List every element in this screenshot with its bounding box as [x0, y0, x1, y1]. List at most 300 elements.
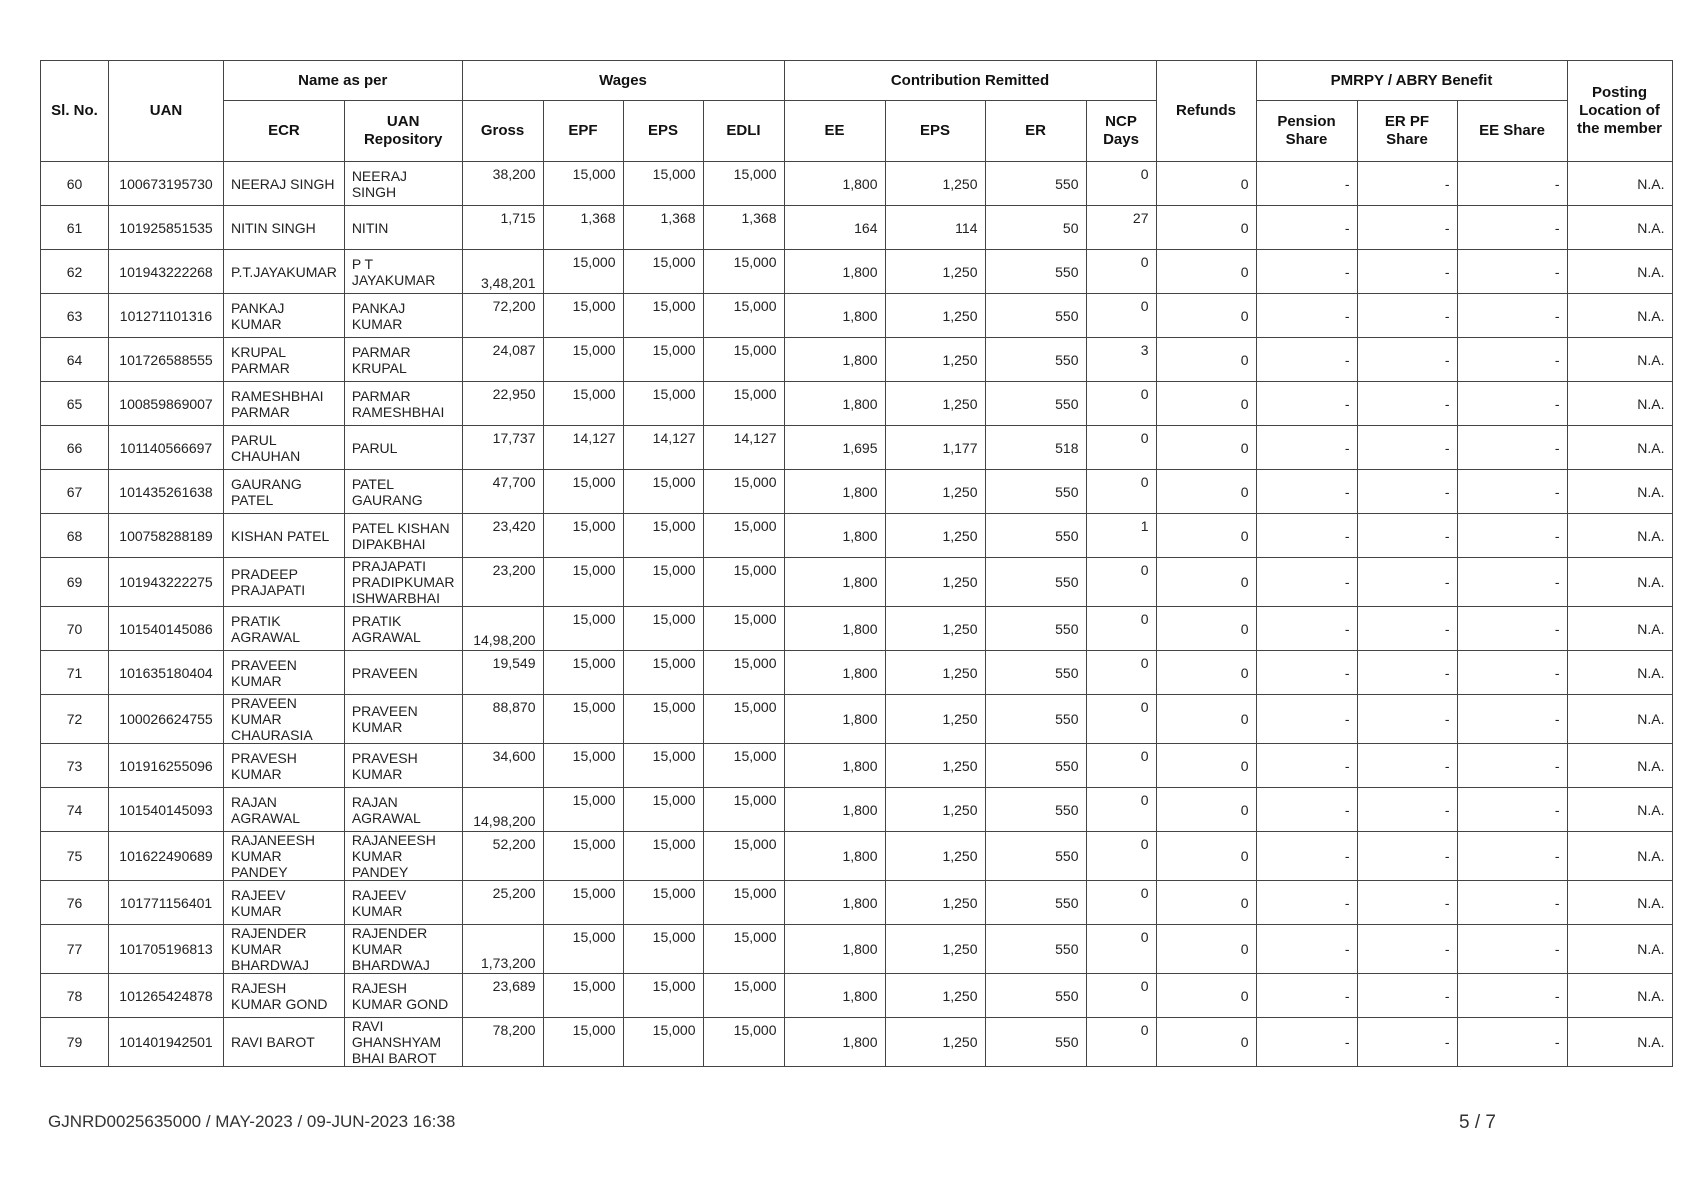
ecr-name-cell: RAJANEESH KUMAR PANDEY [224, 832, 345, 881]
pension-share-cell: - [1256, 925, 1357, 974]
er-contribution-cell: 518 [985, 426, 1086, 470]
ee-share-cell: - [1457, 338, 1567, 382]
refunds-cell: 0 [1156, 788, 1256, 832]
ee-contribution-cell: 1,800 [784, 744, 885, 788]
gross-wages-cell: 47,700 [462, 470, 543, 514]
uan-cell: 101635180404 [109, 651, 224, 695]
eps-wages-cell: 1,368 [623, 206, 703, 250]
header-ncp-days: NCP Days [1086, 101, 1156, 162]
pension-share-cell: - [1256, 881, 1357, 925]
sl-no-cell: 63 [41, 294, 109, 338]
ncp-days-cell: 0 [1086, 470, 1156, 514]
ee-share-cell: - [1457, 206, 1567, 250]
pension-share-cell: - [1256, 744, 1357, 788]
uan-repository-name-cell: RAJESH KUMAR GOND [344, 974, 462, 1018]
er-contribution-cell: 550 [985, 382, 1086, 426]
ecr-name-cell: RAJENDER KUMAR BHARDWAJ [224, 925, 345, 974]
epf-wages-cell: 15,000 [543, 250, 623, 294]
table-row [41, 925, 1673, 974]
epf-wages-cell: 15,000 [543, 925, 623, 974]
refunds-cell: 0 [1156, 558, 1256, 607]
posting-location-cell: N.A. [1567, 607, 1672, 651]
sl-no-cell: 62 [41, 250, 109, 294]
sl-no-cell: 65 [41, 382, 109, 426]
ncp-days-cell: 0 [1086, 974, 1156, 1018]
er-contribution-cell: 550 [985, 294, 1086, 338]
sl-no-cell: 77 [41, 925, 109, 974]
pension-share-cell: - [1256, 695, 1357, 744]
ee-contribution-cell: 1,695 [784, 426, 885, 470]
pension-share-cell: - [1256, 250, 1357, 294]
uan-repository-name-cell: PRAVEEN KUMAR [344, 695, 462, 744]
er-contribution-cell: 550 [985, 744, 1086, 788]
posting-location-cell: N.A. [1567, 881, 1672, 925]
table-row [41, 607, 1673, 651]
posting-location-cell: N.A. [1567, 382, 1672, 426]
ee-share-cell: - [1457, 250, 1567, 294]
gross-wages-cell: 19,549 [462, 651, 543, 695]
ee-contribution-cell: 1,800 [784, 925, 885, 974]
uan-cell: 101925851535 [109, 206, 224, 250]
footer-reference: GJNRD0025635000 / MAY-2023 / 09-JUN-2023 16:38 [48, 1112, 456, 1131]
ee-share-cell: - [1457, 832, 1567, 881]
uan-cell: 101265424878 [109, 974, 224, 1018]
edli-wages-cell: 15,000 [703, 832, 784, 881]
ee-share-cell: - [1457, 514, 1567, 558]
sl-no-cell: 66 [41, 426, 109, 470]
eps-contribution-cell: 1,250 [885, 514, 985, 558]
ee-contribution-cell: 1,800 [784, 294, 885, 338]
gross-wages-cell: 88,870 [462, 695, 543, 744]
ecr-name-cell: RAJAN AGRAWAL [224, 788, 345, 832]
table-row [41, 695, 1673, 744]
eps-wages-cell: 14,127 [623, 426, 703, 470]
epf-wages-cell: 15,000 [543, 832, 623, 881]
uan-cell: 101540145093 [109, 788, 224, 832]
ee-share-cell: - [1457, 695, 1567, 744]
edli-wages-cell: 15,000 [703, 514, 784, 558]
er-pf-share-cell: - [1357, 382, 1457, 426]
gross-wages-cell: 38,200 [462, 162, 543, 206]
ncp-days-cell: 0 [1086, 744, 1156, 788]
gross-wages-cell: 25,200 [462, 881, 543, 925]
posting-location-cell: N.A. [1567, 788, 1672, 832]
eps-wages-cell: 15,000 [623, 925, 703, 974]
uan-cell: 101943222275 [109, 558, 224, 607]
posting-location-cell: N.A. [1567, 250, 1672, 294]
refunds-cell: 0 [1156, 514, 1256, 558]
er-pf-share-cell: - [1357, 651, 1457, 695]
table-row [41, 426, 1673, 470]
ncp-days-cell: 0 [1086, 832, 1156, 881]
ecr-name-cell: RAJESH KUMAR GOND [224, 974, 345, 1018]
ee-share-cell: - [1457, 788, 1567, 832]
er-contribution-cell: 550 [985, 925, 1086, 974]
er-contribution-cell: 550 [985, 250, 1086, 294]
refunds-cell: 0 [1156, 925, 1256, 974]
eps-contribution-cell: 114 [885, 206, 985, 250]
edli-wages-cell: 15,000 [703, 881, 784, 925]
edli-wages-cell: 15,000 [703, 744, 784, 788]
gross-wages-cell: 23,200 [462, 558, 543, 607]
refunds-cell: 0 [1156, 651, 1256, 695]
eps-wages-cell: 15,000 [623, 1018, 703, 1067]
gross-wages-cell: 22,950 [462, 382, 543, 426]
uan-repository-name-cell: RAJANEESH KUMAR PANDEY [344, 832, 462, 881]
uan-cell: 101622490689 [109, 832, 224, 881]
sl-no-cell: 73 [41, 744, 109, 788]
sl-no-cell: 76 [41, 881, 109, 925]
eps-contribution-cell: 1,250 [885, 695, 985, 744]
header-ecr: ECR [224, 101, 345, 162]
ee-contribution-cell: 1,800 [784, 1018, 885, 1067]
table-row [41, 514, 1673, 558]
er-pf-share-cell: - [1357, 294, 1457, 338]
epf-wages-cell: 15,000 [543, 695, 623, 744]
eps-wages-cell: 15,000 [623, 788, 703, 832]
er-contribution-cell: 550 [985, 832, 1086, 881]
refunds-cell: 0 [1156, 832, 1256, 881]
edli-wages-cell: 15,000 [703, 294, 784, 338]
posting-location-cell: N.A. [1567, 206, 1672, 250]
uan-cell: 101771156401 [109, 881, 224, 925]
ncp-days-cell: 0 [1086, 382, 1156, 426]
uan-cell: 100859869007 [109, 382, 224, 426]
ecr-name-cell: P.T.JAYAKUMAR [224, 250, 345, 294]
eps-wages-cell: 15,000 [623, 338, 703, 382]
er-pf-share-cell: - [1357, 470, 1457, 514]
pension-share-cell: - [1256, 974, 1357, 1018]
table-row [41, 788, 1673, 832]
sl-no-cell: 64 [41, 338, 109, 382]
ncp-days-cell: 0 [1086, 695, 1156, 744]
table-row [41, 206, 1673, 250]
ee-share-cell: - [1457, 1018, 1567, 1067]
epf-wages-cell: 15,000 [543, 1018, 623, 1067]
gross-wages-cell: 78,200 [462, 1018, 543, 1067]
uan-repository-name-cell: PANKAJ KUMAR [344, 294, 462, 338]
edli-wages-cell: 15,000 [703, 651, 784, 695]
er-pf-share-cell: - [1357, 338, 1457, 382]
eps-contribution-cell: 1,250 [885, 470, 985, 514]
refunds-cell: 0 [1156, 695, 1256, 744]
refunds-cell: 0 [1156, 974, 1256, 1018]
header-edli: EDLI [703, 101, 784, 162]
er-pf-share-cell: - [1357, 558, 1457, 607]
ncp-days-cell: 0 [1086, 651, 1156, 695]
table-row [41, 832, 1673, 881]
uan-cell: 101705196813 [109, 925, 224, 974]
pension-share-cell: - [1256, 206, 1357, 250]
eps-wages-cell: 15,000 [623, 695, 703, 744]
posting-location-cell: N.A. [1567, 470, 1672, 514]
ncp-days-cell: 0 [1086, 925, 1156, 974]
edli-wages-cell: 15,000 [703, 788, 784, 832]
ecr-name-cell: KRUPAL PARMAR [224, 338, 345, 382]
epf-wages-cell: 15,000 [543, 651, 623, 695]
table-row [41, 1018, 1673, 1067]
ecr-contribution-table [40, 60, 1673, 1067]
pension-share-cell: - [1256, 162, 1357, 206]
er-pf-share-cell: - [1357, 206, 1457, 250]
uan-cell: 100026624755 [109, 695, 224, 744]
uan-cell: 101435261638 [109, 470, 224, 514]
refunds-cell: 0 [1156, 607, 1256, 651]
gross-wages-cell: 52,200 [462, 832, 543, 881]
uan-cell: 101540145086 [109, 607, 224, 651]
refunds-cell: 0 [1156, 1018, 1256, 1067]
eps-wages-cell: 15,000 [623, 162, 703, 206]
refunds-cell: 0 [1156, 881, 1256, 925]
ncp-days-cell: 1 [1086, 514, 1156, 558]
er-pf-share-cell: - [1357, 426, 1457, 470]
posting-location-cell: N.A. [1567, 294, 1672, 338]
posting-location-cell: N.A. [1567, 426, 1672, 470]
er-contribution-cell: 550 [985, 470, 1086, 514]
uan-repository-name-cell: PATEL GAURANG [344, 470, 462, 514]
uan-repository-name-cell: RAJEEV KUMAR [344, 881, 462, 925]
sl-no-cell: 75 [41, 832, 109, 881]
posting-location-cell: N.A. [1567, 338, 1672, 382]
eps-contribution-cell: 1,250 [885, 250, 985, 294]
epf-wages-cell: 15,000 [543, 558, 623, 607]
gross-wages-cell: 14,98,200 [462, 607, 543, 651]
sl-no-cell: 69 [41, 558, 109, 607]
ee-share-cell: - [1457, 607, 1567, 651]
header-epf: EPF [543, 101, 623, 162]
er-pf-share-cell: - [1357, 744, 1457, 788]
eps-wages-cell: 15,000 [623, 470, 703, 514]
ee-share-cell: - [1457, 162, 1567, 206]
epf-wages-cell: 15,000 [543, 470, 623, 514]
header-posting-location: Posting Location of the member [1567, 61, 1672, 162]
ecr-name-cell: NITIN SINGH [224, 206, 345, 250]
posting-location-cell: N.A. [1567, 925, 1672, 974]
ecr-name-cell: GAURANG PATEL [224, 470, 345, 514]
sl-no-cell: 61 [41, 206, 109, 250]
table-row [41, 338, 1673, 382]
er-contribution-cell: 50 [985, 206, 1086, 250]
edli-wages-cell: 15,000 [703, 695, 784, 744]
ee-contribution-cell: 1,800 [784, 788, 885, 832]
refunds-cell: 0 [1156, 426, 1256, 470]
edli-wages-cell: 15,000 [703, 382, 784, 426]
pension-share-cell: - [1256, 788, 1357, 832]
uan-repository-name-cell: P T JAYAKUMAR [344, 250, 462, 294]
refunds-cell: 0 [1156, 206, 1256, 250]
epf-wages-cell: 1,368 [543, 206, 623, 250]
ee-contribution-cell: 1,800 [784, 558, 885, 607]
er-pf-share-cell: - [1357, 832, 1457, 881]
edli-wages-cell: 15,000 [703, 558, 784, 607]
er-contribution-cell: 550 [985, 695, 1086, 744]
ee-contribution-cell: 1,800 [784, 514, 885, 558]
ee-contribution-cell: 1,800 [784, 162, 885, 206]
table-row [41, 382, 1673, 426]
uan-cell: 101271101316 [109, 294, 224, 338]
er-contribution-cell: 550 [985, 881, 1086, 925]
uan-repository-name-cell: RAJENDER KUMAR BHARDWAJ [344, 925, 462, 974]
refunds-cell: 0 [1156, 470, 1256, 514]
header-wages: Wages [462, 61, 784, 101]
header-uan: UAN [109, 61, 224, 162]
posting-location-cell: N.A. [1567, 514, 1672, 558]
ee-share-cell: - [1457, 651, 1567, 695]
edli-wages-cell: 15,000 [703, 1018, 784, 1067]
ecr-name-cell: RAVI BAROT [224, 1018, 345, 1067]
uan-repository-name-cell: PARMAR KRUPAL [344, 338, 462, 382]
eps-contribution-cell: 1,250 [885, 382, 985, 426]
ee-share-cell: - [1457, 426, 1567, 470]
posting-location-cell: N.A. [1567, 1018, 1672, 1067]
pension-share-cell: - [1256, 294, 1357, 338]
epf-wages-cell: 14,127 [543, 426, 623, 470]
epf-wages-cell: 15,000 [543, 294, 623, 338]
ee-share-cell: - [1457, 744, 1567, 788]
uan-repository-name-cell: PATEL KISHAN DIPAKBHAI [344, 514, 462, 558]
er-pf-share-cell: - [1357, 788, 1457, 832]
gross-wages-cell: 23,689 [462, 974, 543, 1018]
refunds-cell: 0 [1156, 162, 1256, 206]
header-name-as-per: Name as per [224, 61, 463, 101]
ncp-days-cell: 0 [1086, 294, 1156, 338]
er-pf-share-cell: - [1357, 514, 1457, 558]
header-contribution-remitted: Contribution Remitted [784, 61, 1156, 101]
ee-share-cell: - [1457, 558, 1567, 607]
edli-wages-cell: 15,000 [703, 607, 784, 651]
eps-wages-cell: 15,000 [623, 514, 703, 558]
refunds-cell: 0 [1156, 250, 1256, 294]
gross-wages-cell: 72,200 [462, 294, 543, 338]
ecr-name-cell: PARUL CHAUHAN [224, 426, 345, 470]
eps-contribution-cell: 1,250 [885, 651, 985, 695]
eps-contribution-cell: 1,250 [885, 832, 985, 881]
ee-contribution-cell: 164 [784, 206, 885, 250]
pension-share-cell: - [1256, 338, 1357, 382]
ee-contribution-cell: 1,800 [784, 250, 885, 294]
ee-share-cell: - [1457, 925, 1567, 974]
edli-wages-cell: 15,000 [703, 470, 784, 514]
ecr-name-cell: PRAVEEN KUMAR CHAURASIA [224, 695, 345, 744]
er-contribution-cell: 550 [985, 558, 1086, 607]
epf-wages-cell: 15,000 [543, 974, 623, 1018]
refunds-cell: 0 [1156, 294, 1256, 338]
refunds-cell: 0 [1156, 744, 1256, 788]
ee-contribution-cell: 1,800 [784, 382, 885, 426]
ee-share-cell: - [1457, 881, 1567, 925]
pension-share-cell: - [1256, 470, 1357, 514]
edli-wages-cell: 1,368 [703, 206, 784, 250]
edli-wages-cell: 15,000 [703, 162, 784, 206]
ecr-name-cell: PRAVESH KUMAR [224, 744, 345, 788]
er-contribution-cell: 550 [985, 788, 1086, 832]
epf-wages-cell: 15,000 [543, 514, 623, 558]
uan-cell: 101943222268 [109, 250, 224, 294]
uan-repository-name-cell: PRATIK AGRAWAL [344, 607, 462, 651]
er-pf-share-cell: - [1357, 162, 1457, 206]
table-row [41, 881, 1673, 925]
sl-no-cell: 79 [41, 1018, 109, 1067]
ncp-days-cell: 0 [1086, 881, 1156, 925]
posting-location-cell: N.A. [1567, 162, 1672, 206]
ee-contribution-cell: 1,800 [784, 832, 885, 881]
eps-contribution-cell: 1,250 [885, 294, 985, 338]
ee-contribution-cell: 1,800 [784, 651, 885, 695]
eps-contribution-cell: 1,250 [885, 744, 985, 788]
sl-no-cell: 68 [41, 514, 109, 558]
uan-cell: 101726588555 [109, 338, 224, 382]
header-er: ER [985, 101, 1086, 162]
ee-contribution-cell: 1,800 [784, 974, 885, 1018]
header-eps: EPS [623, 101, 703, 162]
table-row [41, 470, 1673, 514]
header-ee: EE [784, 101, 885, 162]
header-sl-no: Sl. No. [41, 61, 109, 162]
er-contribution-cell: 550 [985, 974, 1086, 1018]
sl-no-cell: 72 [41, 695, 109, 744]
er-pf-share-cell: - [1357, 925, 1457, 974]
eps-contribution-cell: 1,250 [885, 974, 985, 1018]
header-uan-repository: UAN Repository [344, 101, 462, 162]
er-contribution-cell: 550 [985, 338, 1086, 382]
gross-wages-cell: 3,48,201 [462, 250, 543, 294]
eps-wages-cell: 15,000 [623, 558, 703, 607]
gross-wages-cell: 24,087 [462, 338, 543, 382]
posting-location-cell: N.A. [1567, 832, 1672, 881]
ee-share-cell: - [1457, 382, 1567, 426]
ncp-days-cell: 0 [1086, 162, 1156, 206]
table-row [41, 651, 1673, 695]
posting-location-cell: N.A. [1567, 974, 1672, 1018]
er-contribution-cell: 550 [985, 514, 1086, 558]
header-ee-share: EE Share [1457, 101, 1567, 162]
er-contribution-cell: 550 [985, 162, 1086, 206]
header-refunds: Refunds [1156, 61, 1256, 162]
table-row [41, 162, 1673, 206]
table-row [41, 250, 1673, 294]
pension-share-cell: - [1256, 1018, 1357, 1067]
sl-no-cell: 78 [41, 974, 109, 1018]
eps-wages-cell: 15,000 [623, 250, 703, 294]
ncp-days-cell: 0 [1086, 788, 1156, 832]
ee-contribution-cell: 1,800 [784, 338, 885, 382]
uan-repository-name-cell: NEERAJ SINGH [344, 162, 462, 206]
gross-wages-cell: 17,737 [462, 426, 543, 470]
table-row [41, 558, 1673, 607]
er-pf-share-cell: - [1357, 695, 1457, 744]
pension-share-cell: - [1256, 514, 1357, 558]
uan-cell: 101401942501 [109, 1018, 224, 1067]
edli-wages-cell: 14,127 [703, 426, 784, 470]
table-row [41, 974, 1673, 1018]
posting-location-cell: N.A. [1567, 558, 1672, 607]
er-pf-share-cell: - [1357, 974, 1457, 1018]
ncp-days-cell: 0 [1086, 558, 1156, 607]
gross-wages-cell: 34,600 [462, 744, 543, 788]
epf-wages-cell: 15,000 [543, 162, 623, 206]
pension-share-cell: - [1256, 558, 1357, 607]
ecr-name-cell: PRADEEP PRAJAPATI [224, 558, 345, 607]
epf-wages-cell: 15,000 [543, 338, 623, 382]
eps-contribution-cell: 1,250 [885, 881, 985, 925]
epf-wages-cell: 15,000 [543, 744, 623, 788]
pension-share-cell: - [1256, 607, 1357, 651]
ecr-name-cell: NEERAJ SINGH [224, 162, 345, 206]
eps-contribution-cell: 1,177 [885, 426, 985, 470]
eps-wages-cell: 15,000 [623, 744, 703, 788]
ee-contribution-cell: 1,800 [784, 470, 885, 514]
eps-contribution-cell: 1,250 [885, 1018, 985, 1067]
